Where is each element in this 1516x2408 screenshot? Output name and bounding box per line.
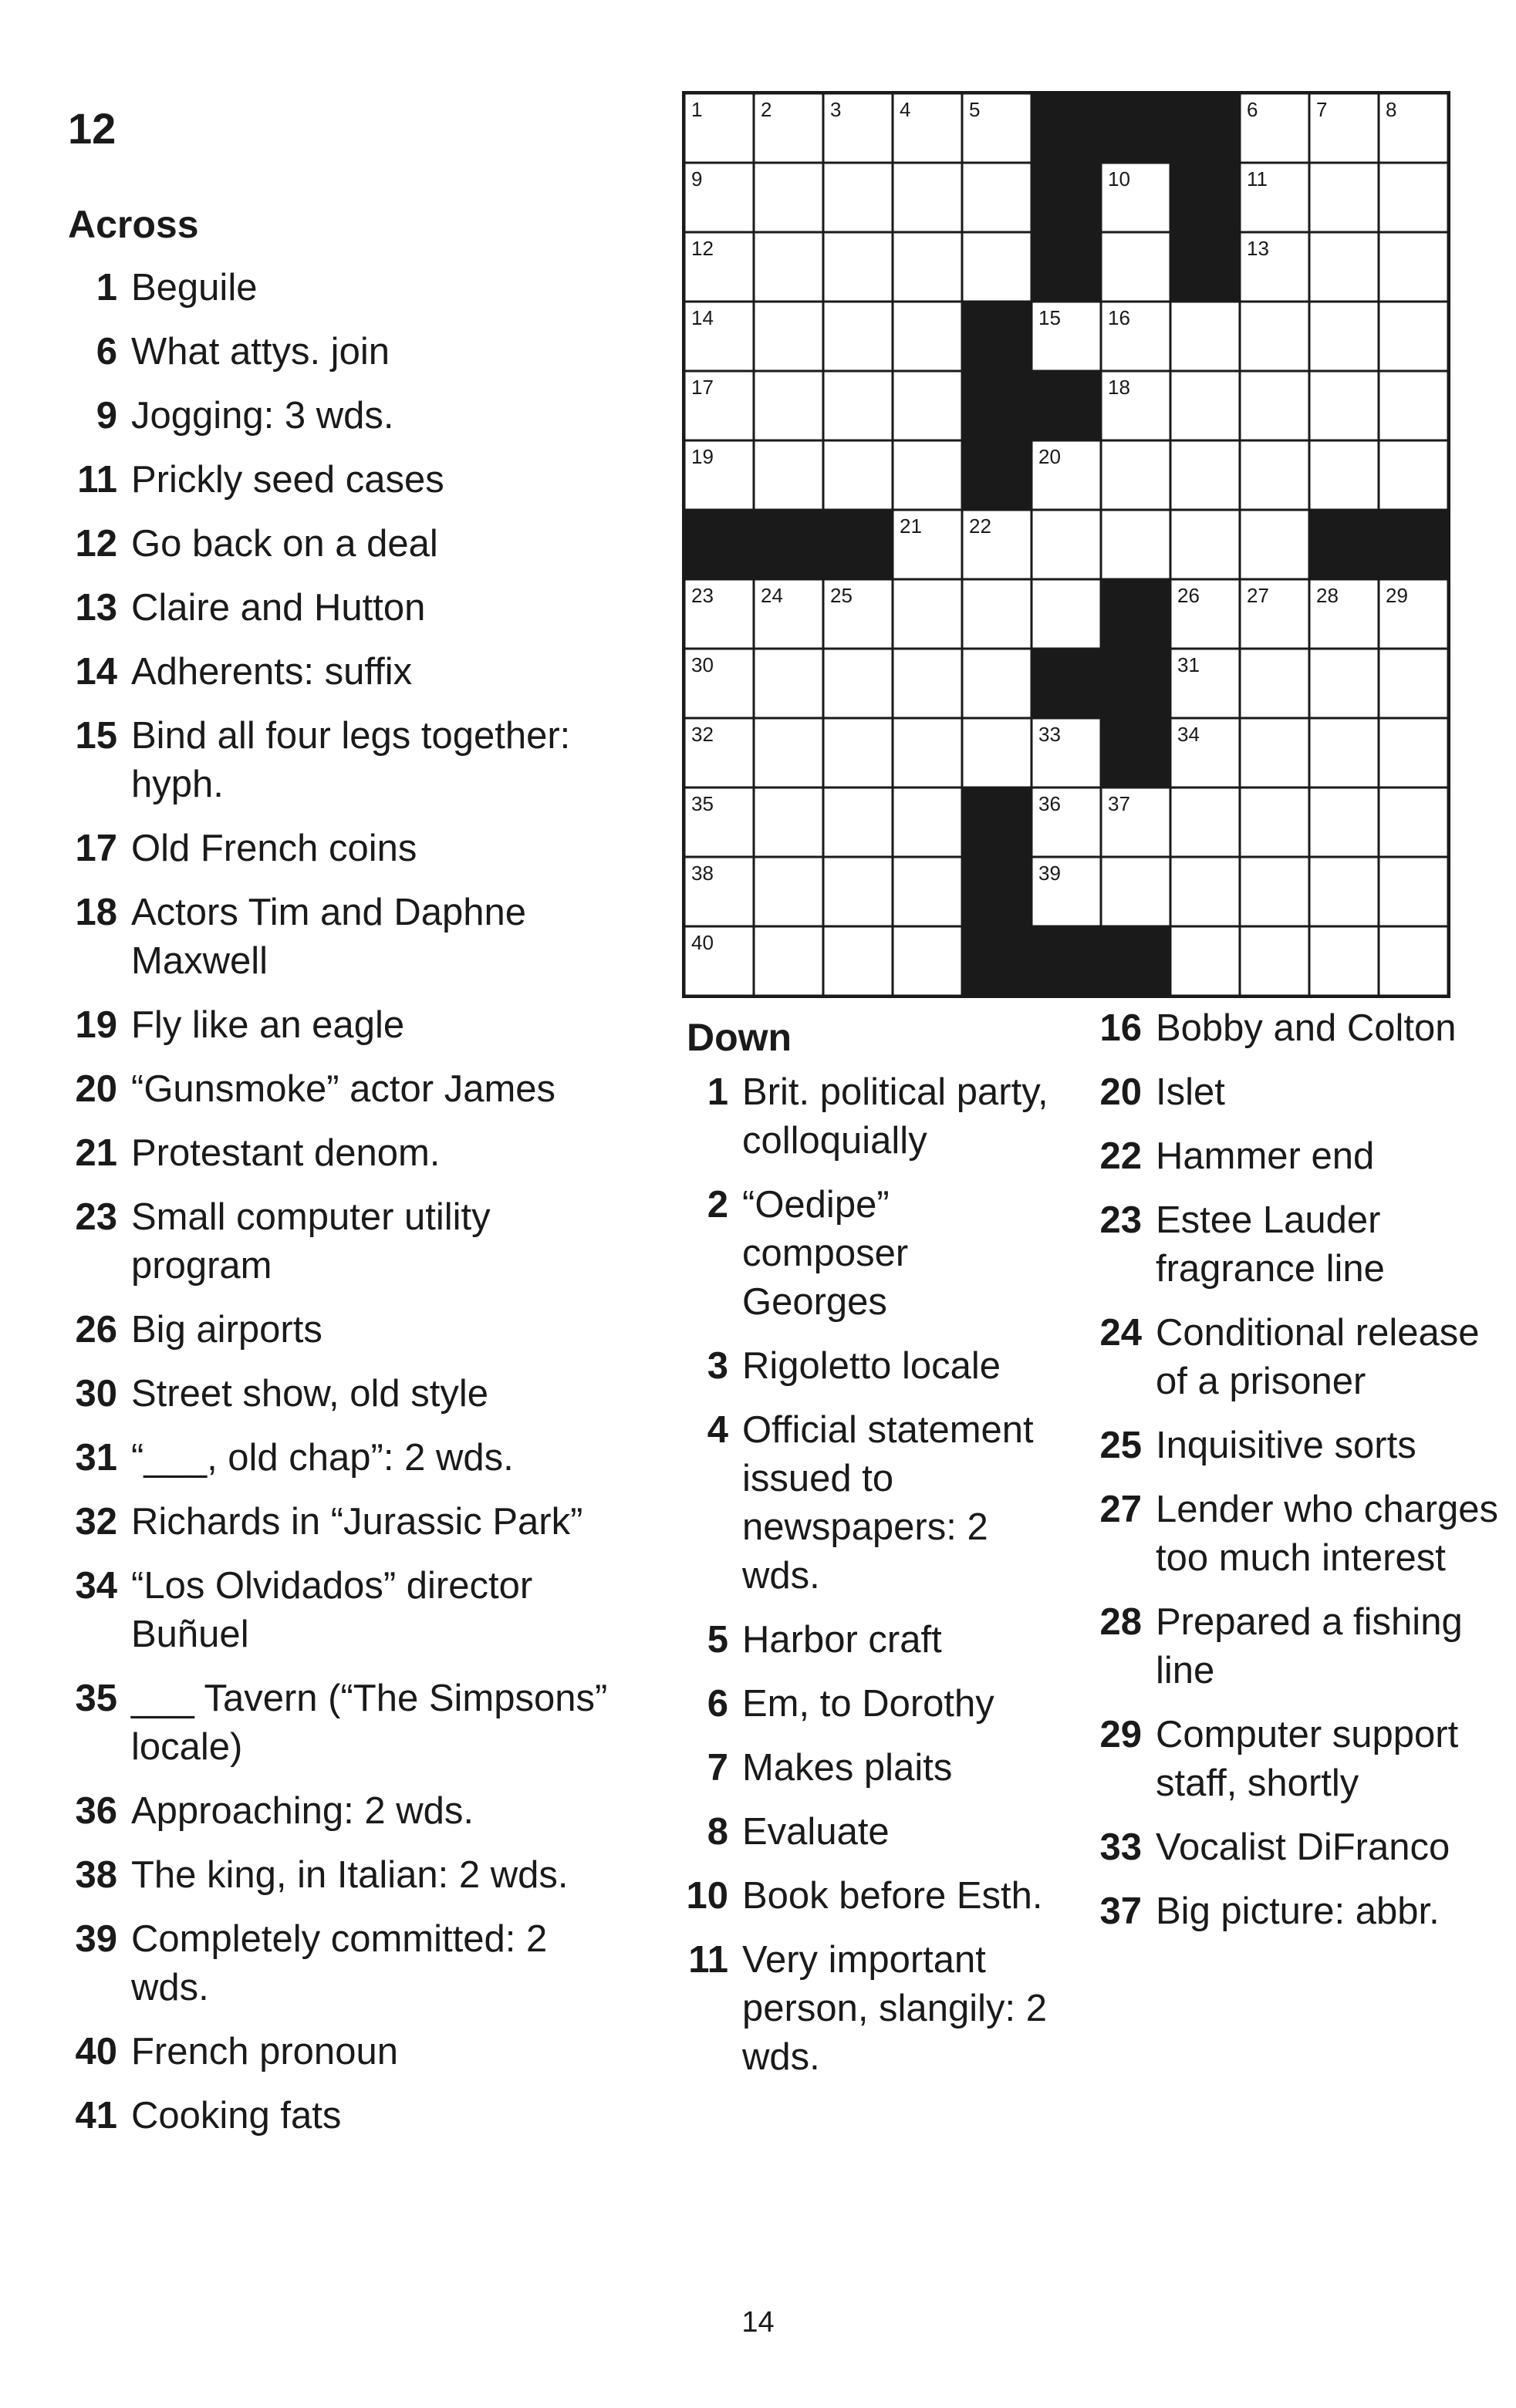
clue-number: 8 <box>707 1811 728 1853</box>
down-clue-1 <box>680 1068 1058 1165</box>
clue-number: 12 <box>75 523 117 565</box>
down-clue-6 <box>680 1680 1058 1728</box>
across-clue-19 <box>62 1001 625 1050</box>
down-clue-2 <box>680 1181 1058 1327</box>
clue-number: 32 <box>75 1501 117 1543</box>
grid-cell[interactable] <box>1101 440 1170 510</box>
clue-number: 13 <box>75 587 117 629</box>
clue-text: Brit. political party, colloquially <box>742 1071 1048 1162</box>
crossword-grid <box>682 91 1516 954</box>
grid-cell[interactable] <box>1379 857 1448 926</box>
across-clue-21 <box>62 1129 625 1178</box>
grid-cell[interactable] <box>754 787 823 857</box>
grid-block <box>823 510 893 579</box>
across-clue-32 <box>62 1498 625 1546</box>
clue-text: Protestant denom. <box>131 1132 441 1174</box>
across-clue-30 <box>62 1370 625 1418</box>
clue-number: 30 <box>75 1373 117 1415</box>
grid-cell[interactable] <box>893 787 962 857</box>
grid-cell[interactable] <box>1240 649 1309 718</box>
clue-text: ___ Tavern (“The Simpsons” locale) <box>131 1678 608 1768</box>
grid-block <box>1101 649 1170 718</box>
clue-number: 10 <box>686 1875 728 1917</box>
across-clue-1 <box>62 264 625 312</box>
across-clue-14 <box>62 648 625 696</box>
grid-cell[interactable] <box>1170 510 1240 579</box>
across-clue-11 <box>62 456 625 504</box>
clue-number: 41 <box>75 2095 117 2137</box>
grid-cell-number: 17 <box>691 376 714 399</box>
grid-cell[interactable] <box>1240 926 1309 996</box>
clue-text: Claire and Hutton <box>131 587 426 629</box>
down-clue-5 <box>680 1616 1058 1664</box>
grid-cell-number: 10 <box>1108 167 1130 191</box>
grid-cell[interactable] <box>823 649 893 718</box>
grid-cell[interactable] <box>893 232 962 302</box>
grid-cell-number: 40 <box>691 931 714 954</box>
grid-block <box>962 440 1031 510</box>
across-clue-6 <box>62 328 625 376</box>
across-clue-35 <box>62 1674 625 1772</box>
grid-cell[interactable] <box>1379 163 1448 232</box>
down-clue-list-col1 <box>680 1068 1058 2097</box>
grid-block <box>754 510 823 579</box>
across-clue-20 <box>62 1065 625 1114</box>
grid-cell-number: 27 <box>1247 584 1269 607</box>
clue-number: 6 <box>707 1683 728 1725</box>
grid-cell-number: 36 <box>1038 792 1061 815</box>
clue-text: Em, to Dorothy <box>742 1683 994 1725</box>
clue-text: “Los Olvidados” director Buñuel <box>131 1565 533 1655</box>
grid-cell-number: 20 <box>1038 445 1061 468</box>
clue-text: Bind all four legs together: hyph. <box>131 715 571 805</box>
grid-block <box>1170 93 1240 163</box>
clue-number: 20 <box>75 1068 117 1110</box>
clue-number: 15 <box>75 715 117 757</box>
clue-text: Islet <box>1156 1071 1225 1113</box>
grid-cell[interactable] <box>1170 926 1240 996</box>
across-clue-39 <box>62 1915 625 2012</box>
grid-cell[interactable] <box>823 302 893 371</box>
down-clue-37 <box>1086 1887 1503 1936</box>
grid-cell[interactable] <box>962 649 1031 718</box>
grid-block <box>1031 163 1101 232</box>
grid-cell-number: 19 <box>691 445 714 468</box>
clue-number: 16 <box>1099 1007 1142 1049</box>
clue-text: Small computer utility program <box>131 1196 491 1287</box>
grid-cell-number: 5 <box>969 98 981 121</box>
grid-cell[interactable] <box>1170 787 1240 857</box>
down-clue-29 <box>1086 1711 1503 1808</box>
clue-text: Bobby and Colton <box>1156 1007 1457 1049</box>
grid-cell[interactable] <box>1170 371 1240 440</box>
across-clue-13 <box>62 584 625 632</box>
grid-cell[interactable] <box>1240 510 1309 579</box>
clue-text: Completely committed: 2 wds. <box>131 1918 548 2008</box>
grid-cell[interactable] <box>1240 857 1309 926</box>
clue-text: Approaching: 2 wds. <box>131 1790 474 1832</box>
grid-cell[interactable] <box>1309 163 1379 232</box>
clue-text: Computer support staff, shortly <box>1156 1714 1459 1804</box>
clue-text: Book before Esth. <box>742 1875 1043 1917</box>
clue-text: Prickly seed cases <box>131 459 444 501</box>
grid-cell[interactable] <box>823 718 893 787</box>
grid-cell[interactable] <box>823 857 893 926</box>
clue-number: 34 <box>75 1565 117 1607</box>
down-clue-23 <box>1086 1196 1503 1293</box>
grid-block <box>1101 579 1170 649</box>
clue-number: 36 <box>75 1790 117 1832</box>
clue-number: 20 <box>1099 1071 1142 1113</box>
clue-text: Jogging: 3 wds. <box>131 395 394 437</box>
grid-block <box>962 857 1031 926</box>
grid-cell[interactable] <box>962 579 1031 649</box>
grid-cell[interactable] <box>893 649 962 718</box>
grid-cell-number: 35 <box>691 792 714 815</box>
clue-text: Lender who charges too much interest <box>1156 1489 1499 1579</box>
grid-cell-number: 34 <box>1177 723 1200 746</box>
crossword-grid-svg <box>682 91 1450 998</box>
grid-cell-number: 26 <box>1177 584 1200 607</box>
grid-cell[interactable] <box>754 440 823 510</box>
clue-text: Street show, old style <box>131 1373 489 1415</box>
clue-text: “___, old chap”: 2 wds. <box>131 1437 514 1479</box>
clue-number: 22 <box>1099 1135 1142 1177</box>
grid-cell[interactable] <box>1240 371 1309 440</box>
across-clue-12 <box>62 520 625 568</box>
clue-text: French pronoun <box>131 2031 398 2072</box>
grid-cell[interactable] <box>823 371 893 440</box>
clue-text: Estee Lauder fragrance line <box>1156 1199 1385 1290</box>
clue-text: “Gunsmoke” actor James <box>131 1068 556 1110</box>
clue-text: Hammer end <box>1156 1135 1375 1177</box>
down-clue-28 <box>1086 1598 1503 1695</box>
across-clue-34 <box>62 1562 625 1659</box>
grid-cell[interactable] <box>1309 718 1379 787</box>
grid-cell[interactable] <box>823 232 893 302</box>
grid-cell-number: 28 <box>1316 584 1339 607</box>
down-heading: Down <box>687 1016 792 1059</box>
grid-cell-number: 21 <box>900 514 922 538</box>
across-clue-36 <box>62 1787 625 1836</box>
grid-cell-number: 30 <box>691 653 714 676</box>
clue-number: 9 <box>96 395 117 437</box>
clue-text: Harbor craft <box>742 1619 942 1661</box>
grid-cell[interactable] <box>1170 440 1240 510</box>
grid-cell[interactable] <box>754 302 823 371</box>
clue-number: 23 <box>1099 1199 1142 1241</box>
clue-number: 2 <box>707 1184 728 1226</box>
clue-text: Actors Tim and Daphne Maxwell <box>131 892 527 982</box>
down-clue-list-col2 <box>1086 1004 1503 1951</box>
puzzle-number: 12 <box>68 104 116 153</box>
across-clue-40 <box>62 2028 625 2076</box>
grid-block <box>1309 510 1379 579</box>
down-clue-24 <box>1086 1309 1503 1406</box>
grid-block <box>684 510 754 579</box>
grid-cell-number: 2 <box>761 98 772 121</box>
grid-cell[interactable] <box>893 579 962 649</box>
down-clue-7 <box>680 1744 1058 1793</box>
clue-number: 21 <box>75 1132 117 1174</box>
across-clue-26 <box>62 1306 625 1354</box>
grid-block <box>1101 926 1170 996</box>
grid-cell[interactable] <box>1309 440 1379 510</box>
grid-cell[interactable] <box>823 440 893 510</box>
grid-cell-number: 9 <box>691 167 703 191</box>
down-clue-20 <box>1086 1068 1503 1117</box>
grid-cell-number: 24 <box>761 584 783 607</box>
grid-block <box>1379 510 1448 579</box>
grid-cell[interactable] <box>1101 232 1170 302</box>
grid-cell-number: 31 <box>1177 653 1200 676</box>
clue-text: “Oedipe” composer Georges <box>742 1184 909 1323</box>
clue-text: Big airports <box>131 1309 322 1351</box>
grid-block <box>1101 718 1170 787</box>
grid-cell[interactable] <box>1031 510 1101 579</box>
grid-cell-number: 15 <box>1038 306 1061 329</box>
clue-number: 1 <box>96 267 117 309</box>
clue-number: 31 <box>75 1437 117 1479</box>
grid-block <box>1031 926 1101 996</box>
grid-cell[interactable] <box>1309 371 1379 440</box>
grid-cell[interactable] <box>1240 440 1309 510</box>
down-clue-25 <box>1086 1422 1503 1470</box>
grid-cell-number: 37 <box>1108 792 1130 815</box>
grid-cell[interactable] <box>754 371 823 440</box>
clue-text: Old French coins <box>131 828 417 869</box>
clue-text: Official statement issued to newspapers: 2 wds. <box>742 1409 1034 1597</box>
clue-number: 24 <box>1099 1312 1142 1354</box>
clue-number: 33 <box>1099 1826 1142 1868</box>
grid-cell[interactable] <box>1309 302 1379 371</box>
grid-cell[interactable] <box>893 718 962 787</box>
down-clue-27 <box>1086 1486 1503 1583</box>
clue-text: Richards in “Jurassic Park” <box>131 1501 583 1543</box>
grid-cell[interactable] <box>962 718 1031 787</box>
grid-cell[interactable] <box>1170 857 1240 926</box>
grid-cell-number: 7 <box>1316 98 1328 121</box>
clue-number: 38 <box>75 1854 117 1896</box>
clue-text: The king, in Italian: 2 wds. <box>131 1854 569 1896</box>
grid-cell[interactable] <box>1379 649 1448 718</box>
grid-cell-number: 32 <box>691 723 714 746</box>
clue-text: Go back on a deal <box>131 523 438 565</box>
clue-text: Inquisitive sorts <box>1156 1425 1416 1466</box>
clue-text: Rigoletto locale <box>742 1345 1001 1387</box>
grid-cell[interactable] <box>893 302 962 371</box>
grid-cell[interactable] <box>1379 232 1448 302</box>
across-clue-17 <box>62 825 625 873</box>
grid-block <box>1031 371 1101 440</box>
grid-cell[interactable] <box>1309 232 1379 302</box>
grid-cell-number: 8 <box>1386 98 1397 121</box>
grid-cell[interactable] <box>1240 718 1309 787</box>
grid-cell[interactable] <box>1240 302 1309 371</box>
clue-text: Makes plaits <box>742 1747 953 1789</box>
grid-cell-number: 6 <box>1247 98 1258 121</box>
grid-cell[interactable] <box>1101 857 1170 926</box>
grid-block <box>962 302 1031 371</box>
clue-text: What attys. join <box>131 331 390 373</box>
down-clue-22 <box>1086 1132 1503 1181</box>
clue-text: Prepared a fishing line <box>1156 1601 1463 1691</box>
across-clue-38 <box>62 1851 625 1900</box>
grid-cell[interactable] <box>893 926 962 996</box>
grid-cell-number: 39 <box>1038 862 1061 885</box>
down-clue-8 <box>680 1808 1058 1857</box>
grid-cell[interactable] <box>1379 926 1448 996</box>
clue-number: 25 <box>1099 1425 1142 1466</box>
clue-text: Conditional release of a prisoner <box>1156 1312 1480 1402</box>
across-clue-list <box>62 264 625 2156</box>
clue-number: 11 <box>77 459 117 501</box>
grid-block <box>1031 232 1101 302</box>
grid-cell-number: 23 <box>691 584 714 607</box>
across-clue-15 <box>62 712 625 809</box>
clue-number: 3 <box>707 1345 728 1387</box>
grid-cell-number: 1 <box>691 98 703 121</box>
grid-cell[interactable] <box>893 371 962 440</box>
grid-cell-number: 13 <box>1247 237 1269 260</box>
clue-number: 6 <box>96 331 117 373</box>
clue-number: 23 <box>75 1196 117 1238</box>
grid-cell[interactable] <box>1101 510 1170 579</box>
grid-block <box>1031 649 1101 718</box>
clue-number: 37 <box>1099 1890 1142 1932</box>
clue-number: 26 <box>75 1309 117 1351</box>
clue-number: 27 <box>1099 1489 1142 1530</box>
clue-number: 40 <box>75 2031 117 2072</box>
grid-cell-number: 25 <box>830 584 853 607</box>
grid-cell[interactable] <box>893 857 962 926</box>
grid-cell[interactable] <box>1309 787 1379 857</box>
clue-text: Very important person, slangily: 2 wds. <box>742 1939 1047 2078</box>
grid-cell[interactable] <box>754 232 823 302</box>
down-clue-4 <box>680 1406 1058 1600</box>
grid-cell-number: 33 <box>1038 723 1061 746</box>
page-number: 14 <box>741 2306 775 2339</box>
grid-cell[interactable] <box>823 926 893 996</box>
clue-text: Cooking fats <box>131 2095 342 2137</box>
grid-cell[interactable] <box>1031 579 1101 649</box>
grid-block <box>1170 232 1240 302</box>
across-clue-23 <box>62 1193 625 1290</box>
clue-number: 14 <box>75 651 117 693</box>
clue-number: 5 <box>707 1619 728 1661</box>
grid-cell[interactable] <box>962 232 1031 302</box>
grid-cell[interactable] <box>893 440 962 510</box>
clue-number: 4 <box>707 1409 728 1451</box>
grid-cell[interactable] <box>754 857 823 926</box>
grid-cell[interactable] <box>1309 926 1379 996</box>
clue-number: 29 <box>1099 1714 1142 1755</box>
grid-cell[interactable] <box>962 163 1031 232</box>
clue-text: Big picture: abbr. <box>1156 1890 1440 1932</box>
clue-number: 1 <box>707 1071 728 1113</box>
clue-number: 35 <box>75 1678 117 1719</box>
down-clue-33 <box>1086 1823 1503 1872</box>
grid-block <box>1031 93 1101 163</box>
grid-block <box>962 926 1031 996</box>
grid-cell[interactable] <box>1379 302 1448 371</box>
clue-text: Evaluate <box>742 1811 890 1853</box>
grid-cell-number: 29 <box>1386 584 1408 607</box>
clue-number: 18 <box>75 892 117 933</box>
grid-cell-number: 11 <box>1247 167 1268 191</box>
clue-text: Fly like an eagle <box>131 1004 405 1046</box>
grid-block <box>1170 163 1240 232</box>
grid-block <box>962 371 1031 440</box>
clue-number: 17 <box>75 828 117 869</box>
grid-cell-number: 18 <box>1108 376 1130 399</box>
clue-number: 28 <box>1099 1601 1142 1643</box>
across-clue-31 <box>62 1434 625 1482</box>
across-clue-9 <box>62 392 625 440</box>
grid-cell[interactable] <box>1379 718 1448 787</box>
down-clue-10 <box>680 1872 1058 1921</box>
grid-cell-number: 4 <box>900 98 911 121</box>
clue-number: 7 <box>707 1747 728 1789</box>
grid-cell-number: 22 <box>969 514 991 538</box>
grid-cell[interactable] <box>754 649 823 718</box>
clue-number: 19 <box>75 1004 117 1046</box>
across-clue-18 <box>62 889 625 986</box>
grid-cell-number: 38 <box>691 862 714 885</box>
grid-cell[interactable] <box>1309 649 1379 718</box>
grid-block <box>962 787 1031 857</box>
grid-cell-number: 14 <box>691 306 714 329</box>
grid-cell[interactable] <box>1379 787 1448 857</box>
grid-cell[interactable] <box>754 163 823 232</box>
grid-cell[interactable] <box>893 163 962 232</box>
across-clue-41 <box>62 2092 625 2140</box>
down-clue-11 <box>680 1936 1058 2082</box>
grid-cell[interactable] <box>823 787 893 857</box>
clue-text: Adherents: suffix <box>131 651 413 693</box>
grid-cell[interactable] <box>1309 857 1379 926</box>
clue-text: Beguile <box>131 267 258 309</box>
across-heading: Across <box>68 203 199 246</box>
clue-number: 39 <box>75 1918 117 1960</box>
grid-cell-number: 12 <box>691 237 714 260</box>
clue-text: Vocalist DiFranco <box>1156 1826 1450 1868</box>
grid-cell[interactable] <box>754 926 823 996</box>
grid-cell[interactable] <box>823 163 893 232</box>
down-clue-3 <box>680 1342 1058 1391</box>
grid-cell[interactable] <box>1240 787 1309 857</box>
clue-number: 11 <box>688 1939 728 1981</box>
grid-cell-number: 3 <box>830 98 842 121</box>
grid-cell[interactable] <box>754 718 823 787</box>
grid-cell[interactable] <box>1379 440 1448 510</box>
grid-cell[interactable] <box>1379 371 1448 440</box>
grid-cell-number: 16 <box>1108 306 1130 329</box>
grid-cell[interactable] <box>1170 302 1240 371</box>
grid-block <box>1101 93 1170 163</box>
down-clue-16 <box>1086 1004 1503 1053</box>
